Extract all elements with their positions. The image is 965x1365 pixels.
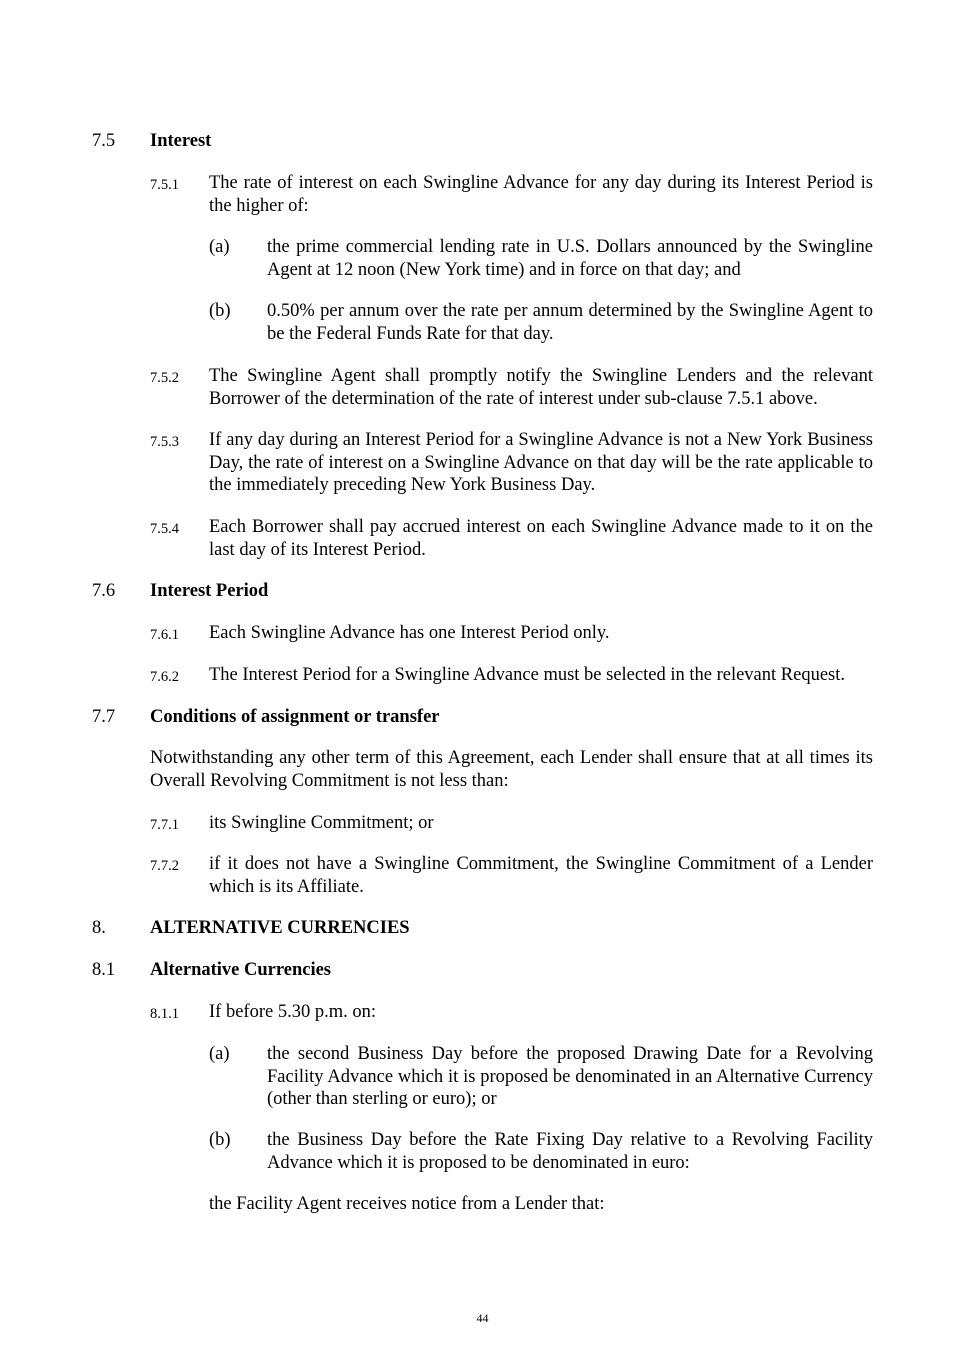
clause-text: The Interest Period for a Swingline Advance must be selected in the relevant Request. <box>209 665 846 685</box>
heading-number: 7.6 <box>92 581 116 601</box>
clause-text: If before 5.30 p.m. on: <box>209 1002 376 1022</box>
heading-title: Interest <box>150 131 212 151</box>
clause-text: Each Borrower shall pay accrued interest on each Swingline Advance made to it on the last day of its Interest Period. <box>209 517 873 560</box>
item-label: (b) <box>209 301 231 321</box>
item-text: the prime commercial lending rate in U.S. Dollars announced by the Swingline Agent at 12 noon (New York time) and in force on that day; and <box>267 237 873 280</box>
item-text: 0.50% per annum over the rate per annum determined by the Swingline Agent to be the Federal Funds Rate for that day. <box>267 301 873 344</box>
clause-text: Each Swingline Advance has one Interest Period only. <box>209 623 610 643</box>
clause-number: 7.7.1 <box>150 817 179 833</box>
heading-title: Conditions of assignment or transfer <box>150 707 440 727</box>
item-text: the Business Day before the Rate Fixing Day relative to a Revolving Facility Advance which it is proposed to be denominated in euro: <box>267 1130 873 1173</box>
item-text: the second Business Day before the proposed Drawing Date for a Revolving Facility Advance which it is proposed be denominated in an Alternative Currency (other than sterling or euro); or <box>267 1044 873 1109</box>
item-label: (b) <box>209 1130 231 1150</box>
heading-title: ALTERNATIVE CURRENCIES <box>150 918 410 938</box>
heading-title: Interest Period <box>150 581 269 601</box>
heading-title: Alternative Currencies <box>150 960 332 980</box>
clause-text: The rate of interest on each Swingline Advance for any day during its Interest Period is the higher of: <box>209 173 873 216</box>
clause-text: its Swingline Commitment; or <box>209 813 434 833</box>
clause-number: 7.6.1 <box>150 627 179 643</box>
clause-text: If any day during an Interest Period for a Swingline Advance is not a New York Business Day, the rate of interest on a Swingline Advance on that day will be the rate applicable to the immediately preceding New York Business Day. <box>209 430 873 495</box>
page-number: 44 <box>476 1311 489 1325</box>
item-label: (a) <box>209 1044 230 1064</box>
clause-number: 7.5.2 <box>150 370 179 386</box>
heading-number: 8. <box>92 918 106 938</box>
heading-number: 7.7 <box>92 707 116 727</box>
clause-number: 7.5.3 <box>150 434 179 450</box>
heading-number: 7.5 <box>92 131 116 151</box>
clause-number: 7.6.2 <box>150 669 179 685</box>
clause-text: The Swingline Agent shall promptly notify the Swingline Lenders and the relevant Borrower of the determination of the rate of interest under sub-clause 7.5.1 above. <box>209 366 873 409</box>
clause-number: 7.5.1 <box>150 177 179 193</box>
clause-number: 8.1.1 <box>150 1006 179 1022</box>
clause-number: 7.5.4 <box>150 521 179 537</box>
clause-text: if it does not have a Swingline Commitment, the Swingline Commitment of a Lender which is its Affiliate. <box>209 854 873 897</box>
heading-number: 8.1 <box>92 960 116 980</box>
paragraph-8-1-1-tail: the Facility Agent receives notice from a Lender that: <box>209 1194 605 1214</box>
clause-number: 7.7.2 <box>150 858 179 874</box>
item-label: (a) <box>209 237 230 257</box>
paragraph-7-7-intro: Notwithstanding any other term of this Agreement, each Lender shall ensure that at all times its Overall Revolving Commitment is not less than: <box>150 748 873 791</box>
